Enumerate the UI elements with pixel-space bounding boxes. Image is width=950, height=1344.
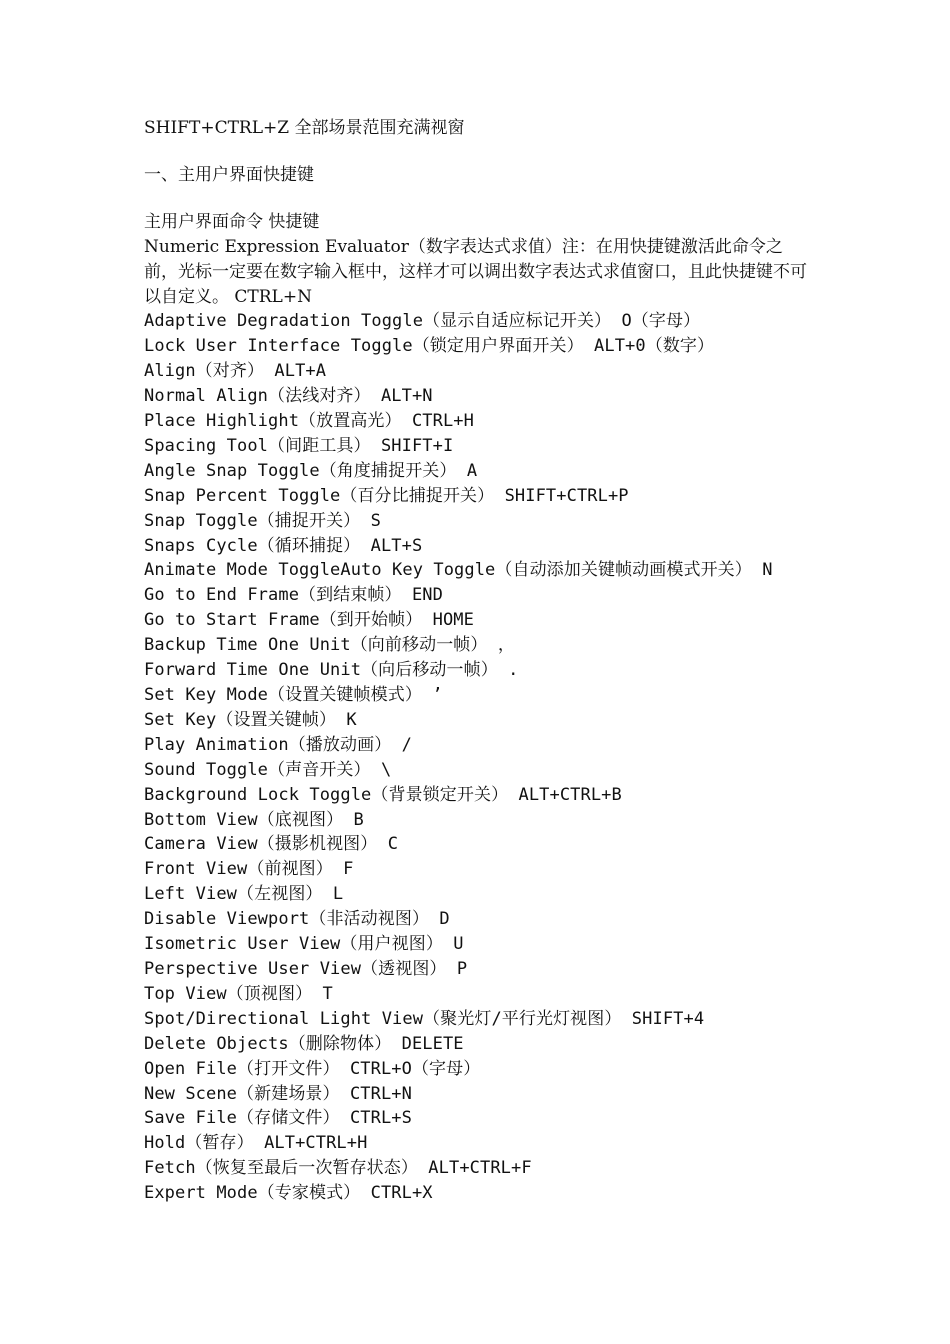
- shortcut-item: Lock User Interface Toggle（锁定用户界面开关） ALT+0（数字）: [144, 336, 715, 357]
- shortcut-item: Hold（暂存） ALT+CTRL+H: [144, 1133, 368, 1154]
- section-heading: 一、主用户界面快捷键: [144, 164, 314, 185]
- shortcut-item: Delete Objects（删除物体） DELETE: [144, 1033, 464, 1054]
- shortcut-item: Sound Toggle（声音开关） \: [144, 759, 392, 780]
- shortcut-item: Play Animation（播放动画） /: [144, 734, 412, 755]
- shortcut-item: Expert Mode（专家模式） CTRL+X: [144, 1183, 433, 1204]
- shortcut-item: Snap Toggle（捕捉开关） S: [144, 510, 381, 531]
- shortcut-item: Save File（存储文件） CTRL+S: [144, 1108, 412, 1129]
- shortcut-item: New Scene（新建场景） CTRL+N: [144, 1083, 412, 1104]
- shortcut-item: Animate Mode ToggleAuto Key Toggle（自动添加关键帧动画模式开关） N: [144, 560, 773, 581]
- shortcut-item: Fetch（恢复至最后一次暂存状态） ALT+CTRL+F: [144, 1158, 532, 1179]
- shortcut-item: Place Highlight（放置高光） CTRL+H: [144, 411, 474, 432]
- shortcut-item: Open File（打开文件） CTRL+O（字母）: [144, 1058, 481, 1079]
- shortcut-item: Isometric User View（用户视图） U: [144, 934, 464, 955]
- table-header: 主用户界面命令 快捷键: [144, 211, 320, 232]
- shortcut-item: Disable Viewport（非活动视图） D: [144, 909, 450, 930]
- shortcut-item: Left View（左视图） L: [144, 884, 344, 905]
- shortcut-item: Camera View（摄影机视图） C: [144, 834, 399, 855]
- shortcut-item: Normal Align（法线对齐） ALT+N: [144, 386, 433, 407]
- shortcut-item: Angle Snap Toggle（角度捕捉开关） A: [144, 460, 478, 481]
- shortcut-item: Front View（前视图） F: [144, 859, 354, 880]
- shortcut-item: Set Key（设置关键帧） K: [144, 709, 357, 730]
- intro-paragraph: Numeric Expression Evaluator（数字表达式求值）注：在用快捷键激活此命令之前，光标一定要在数字输入框中，这样才可以调出数字表达式求值窗口，且此快捷键不可以自定义。 CTRL+N: [144, 236, 807, 307]
- shortcut-item: Align（对齐） ALT+A: [144, 361, 327, 382]
- shortcut-item: Bottom View（底视图） B: [144, 809, 364, 830]
- shortcut-item: Set Key Mode（设置关键帧模式） ’: [144, 685, 443, 705]
- shortcut-item: Backup Time One Unit（向前移动一帧） ，: [144, 635, 515, 656]
- document-page: [144, 116, 824, 1206]
- top-line: SHIFT+CTRL+Z 全部场景范围充满视窗: [144, 118, 465, 138]
- shortcut-item: Background Lock Toggle（背景锁定开关） ALT+CTRL+B: [144, 784, 622, 805]
- shortcut-item: Top View（顶视图） T: [144, 983, 333, 1004]
- shortcut-item: Perspective User View（透视图） P: [144, 958, 468, 979]
- shortcut-item: Go to End Frame（到结束帧） END: [144, 585, 443, 606]
- shortcut-item: Adaptive Degradation Toggle（显示自适应标记开关） O（字母）: [144, 311, 701, 332]
- shortcut-list: [144, 309, 824, 1206]
- shortcut-item: Go to Start Frame（到开始帧） HOME: [144, 610, 474, 631]
- shortcut-item: Snap Percent Toggle（百分比捕捉开关） SHIFT+CTRL+P: [144, 485, 629, 506]
- shortcut-item: Spacing Tool（间距工具） SHIFT+I: [144, 435, 454, 456]
- shortcut-item: Snaps Cycle（循环捕捉） ALT+S: [144, 535, 423, 556]
- shortcut-item: Forward Time One Unit（向后移动一帧） .: [144, 660, 519, 681]
- shortcut-item: Spot/Directional Light View（聚光灯/平行光灯视图） SHIFT+4: [144, 1008, 705, 1029]
